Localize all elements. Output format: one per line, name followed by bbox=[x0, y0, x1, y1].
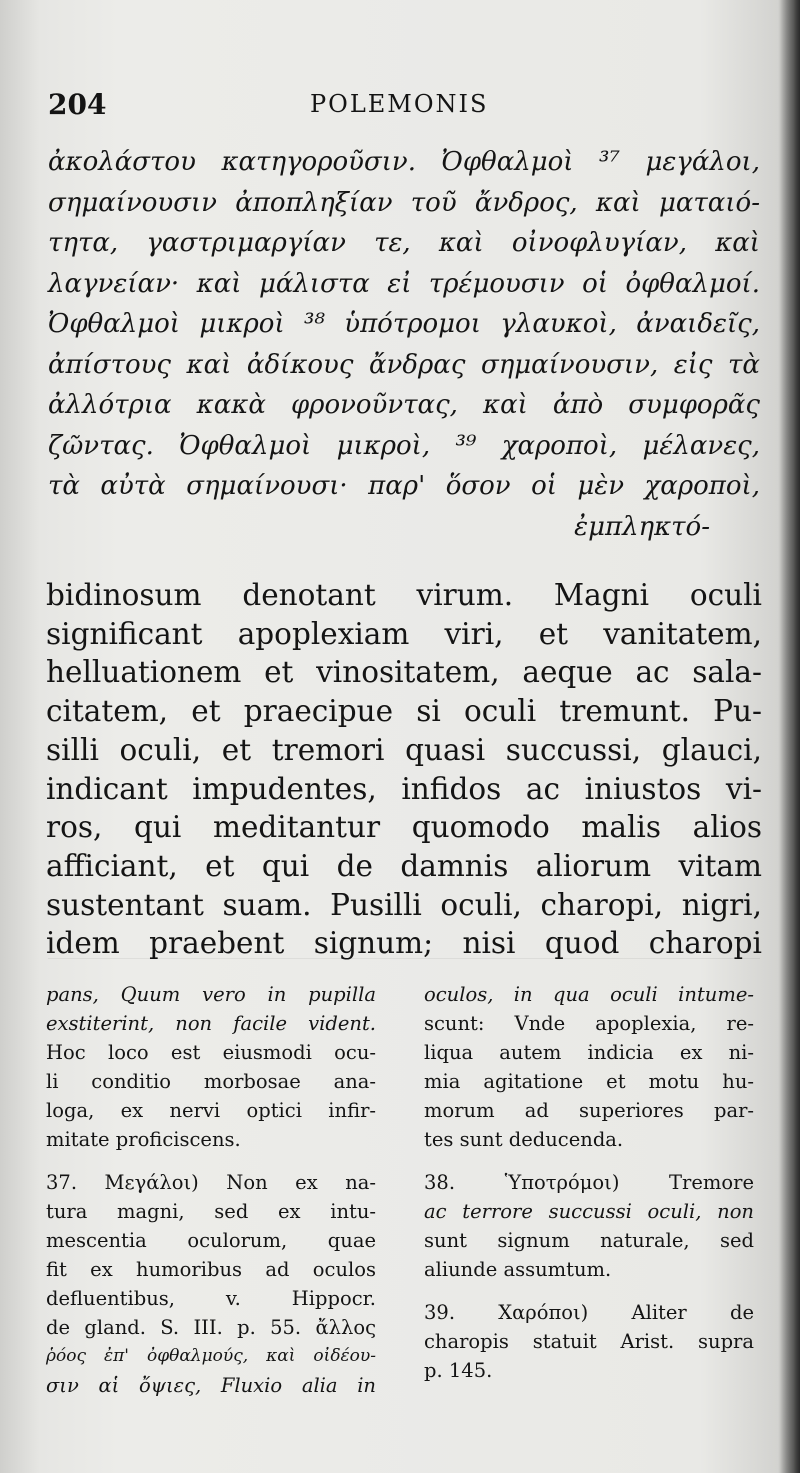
greek-line: ἐμπληκτό- bbox=[574, 511, 710, 542]
latin-line: afficiant, et qui de damnis aliorum vitam bbox=[46, 848, 762, 883]
latin-line: sustentant suam. Pusilli oculi, charopi, nigri, bbox=[46, 887, 762, 922]
note-line: 37. Μεγάλοι) Non ex na- bbox=[46, 1171, 376, 1194]
note-line: scunt: Vnde apoplexia, re- bbox=[424, 1012, 754, 1035]
note-line: ac terrore succussi oculi, non bbox=[424, 1200, 754, 1223]
latin-line: significant apoplexiam viri, et vanitatem, bbox=[46, 616, 762, 651]
note-line: mitate proficiscens. bbox=[46, 1128, 241, 1151]
latin-line: silli oculi, et tremori quasi succussi, glauci, bbox=[46, 732, 762, 767]
note-line: tes sunt deducenda. bbox=[424, 1128, 624, 1151]
note-line: Hoc loco est eiusmodi ocu- bbox=[46, 1041, 376, 1064]
footnotes-left-column bbox=[46, 980, 376, 1400]
note-line: 38. Ὑποτρόμοι) Tremore bbox=[424, 1171, 754, 1194]
note-line: tura magni, sed ex intu- bbox=[46, 1200, 376, 1223]
latin-line: bidinosum denotant virum. Magni oculi bbox=[46, 578, 762, 612]
greek-line: τητα, γαστριμαργίαν τε, καὶ οἰνοφλυγίαν, καὶ bbox=[48, 228, 760, 258]
page-spine-shadow bbox=[778, 0, 800, 1473]
note-line: liqua autem indicia ex ni- bbox=[424, 1041, 754, 1064]
greek-line: τὰ αὐτὰ σημαίνουσι· παρ' ὅσον οἱ μὲν χαροποὶ, bbox=[48, 471, 760, 501]
note-line: ῥόος ἐπ' ὀφθαλμούς, καὶ οἰδέου- bbox=[46, 1346, 376, 1366]
latin-line: helluationem et vinositatem, aeque ac sala- bbox=[46, 655, 762, 690]
note-line: de gland. S. III. p. 55. ἄλλος bbox=[46, 1316, 376, 1339]
note-line: fit ex humoribus ad oculos bbox=[46, 1258, 376, 1281]
greek-line: ζῶντας. Ὀφθαλμοὶ μικροὶ, ³⁹ χαροποὶ, μέλανες, bbox=[48, 430, 760, 461]
note-line: morum ad superiores par- bbox=[424, 1099, 754, 1122]
note-line: oculos, in qua oculi intume- bbox=[424, 983, 754, 1006]
greek-line: ἀλλότρια κακὰ φρονοῦντας, καὶ ἀπὸ συμφορᾶς bbox=[48, 390, 760, 420]
latin-line: idem praebent signum; nisi quod charopi bbox=[46, 926, 762, 961]
latin-line: citatem, et praecipue si oculi tremunt. Pu- bbox=[46, 694, 762, 729]
note-line: loga, ex nervi optici infir- bbox=[46, 1099, 376, 1122]
note-line: exstiterint, non facile vident. bbox=[46, 1012, 376, 1035]
greek-line: ἀπίστους καὶ ἀδίκους ἄνδρας σημαίνουσιν, εἰς τὰ bbox=[48, 349, 760, 380]
latin-line: indicant impudentes, infidos ac iniustos vi- bbox=[46, 771, 762, 806]
page-number: 204 bbox=[48, 88, 107, 121]
greek-line: ἀκολάστου κατηγοροῦσιν. Ὀφθαλμοὶ ³⁷ μεγάλοι, bbox=[48, 147, 760, 177]
greek-line: λαγνείαν· καὶ μάλιστα εἰ τρέμουσιν οἱ ὀφθαλμοί. bbox=[48, 268, 760, 299]
note-line: mescentia oculorum, quae bbox=[46, 1229, 376, 1252]
greek-line: σημαίνουσιν ἀποπληξίαν τοῦ ἄνδρος, καὶ ματαιό- bbox=[48, 187, 760, 218]
note-line: charopis statuit Arist. supra bbox=[424, 1330, 754, 1353]
footnotes-right-column bbox=[424, 980, 754, 1385]
latin-line: ros, qui meditantur quomodo malis alios bbox=[46, 810, 762, 845]
note-line: mia agitatione et motu hu- bbox=[424, 1070, 754, 1093]
note-line: 39. Χαρόποι) Aliter de bbox=[424, 1301, 754, 1324]
running-head: POLEMONIS bbox=[310, 90, 489, 118]
latin-text-block bbox=[46, 576, 762, 963]
note-line: li conditio morbosae ana- bbox=[46, 1070, 376, 1093]
note-line: p. 145. bbox=[424, 1359, 493, 1382]
note-line: σιν αἱ ὄψιες, Fluxio alia in bbox=[46, 1374, 376, 1397]
note-line: aliunde assumtum. bbox=[424, 1258, 612, 1281]
note-line: defluentibus, v. Hippocr. bbox=[46, 1287, 376, 1310]
greek-line: Ὀφθαλμοὶ μικροὶ ³⁸ ὑπότρομοι γλαυκοὶ, ἀναιδεῖς, bbox=[48, 309, 760, 339]
page-header bbox=[48, 88, 768, 128]
greek-text-block bbox=[48, 142, 760, 547]
footnote-separator bbox=[48, 958, 760, 959]
note-line: pans, Quum vero in pupilla bbox=[46, 983, 376, 1006]
note-line: sunt signum naturale, sed bbox=[424, 1229, 754, 1252]
